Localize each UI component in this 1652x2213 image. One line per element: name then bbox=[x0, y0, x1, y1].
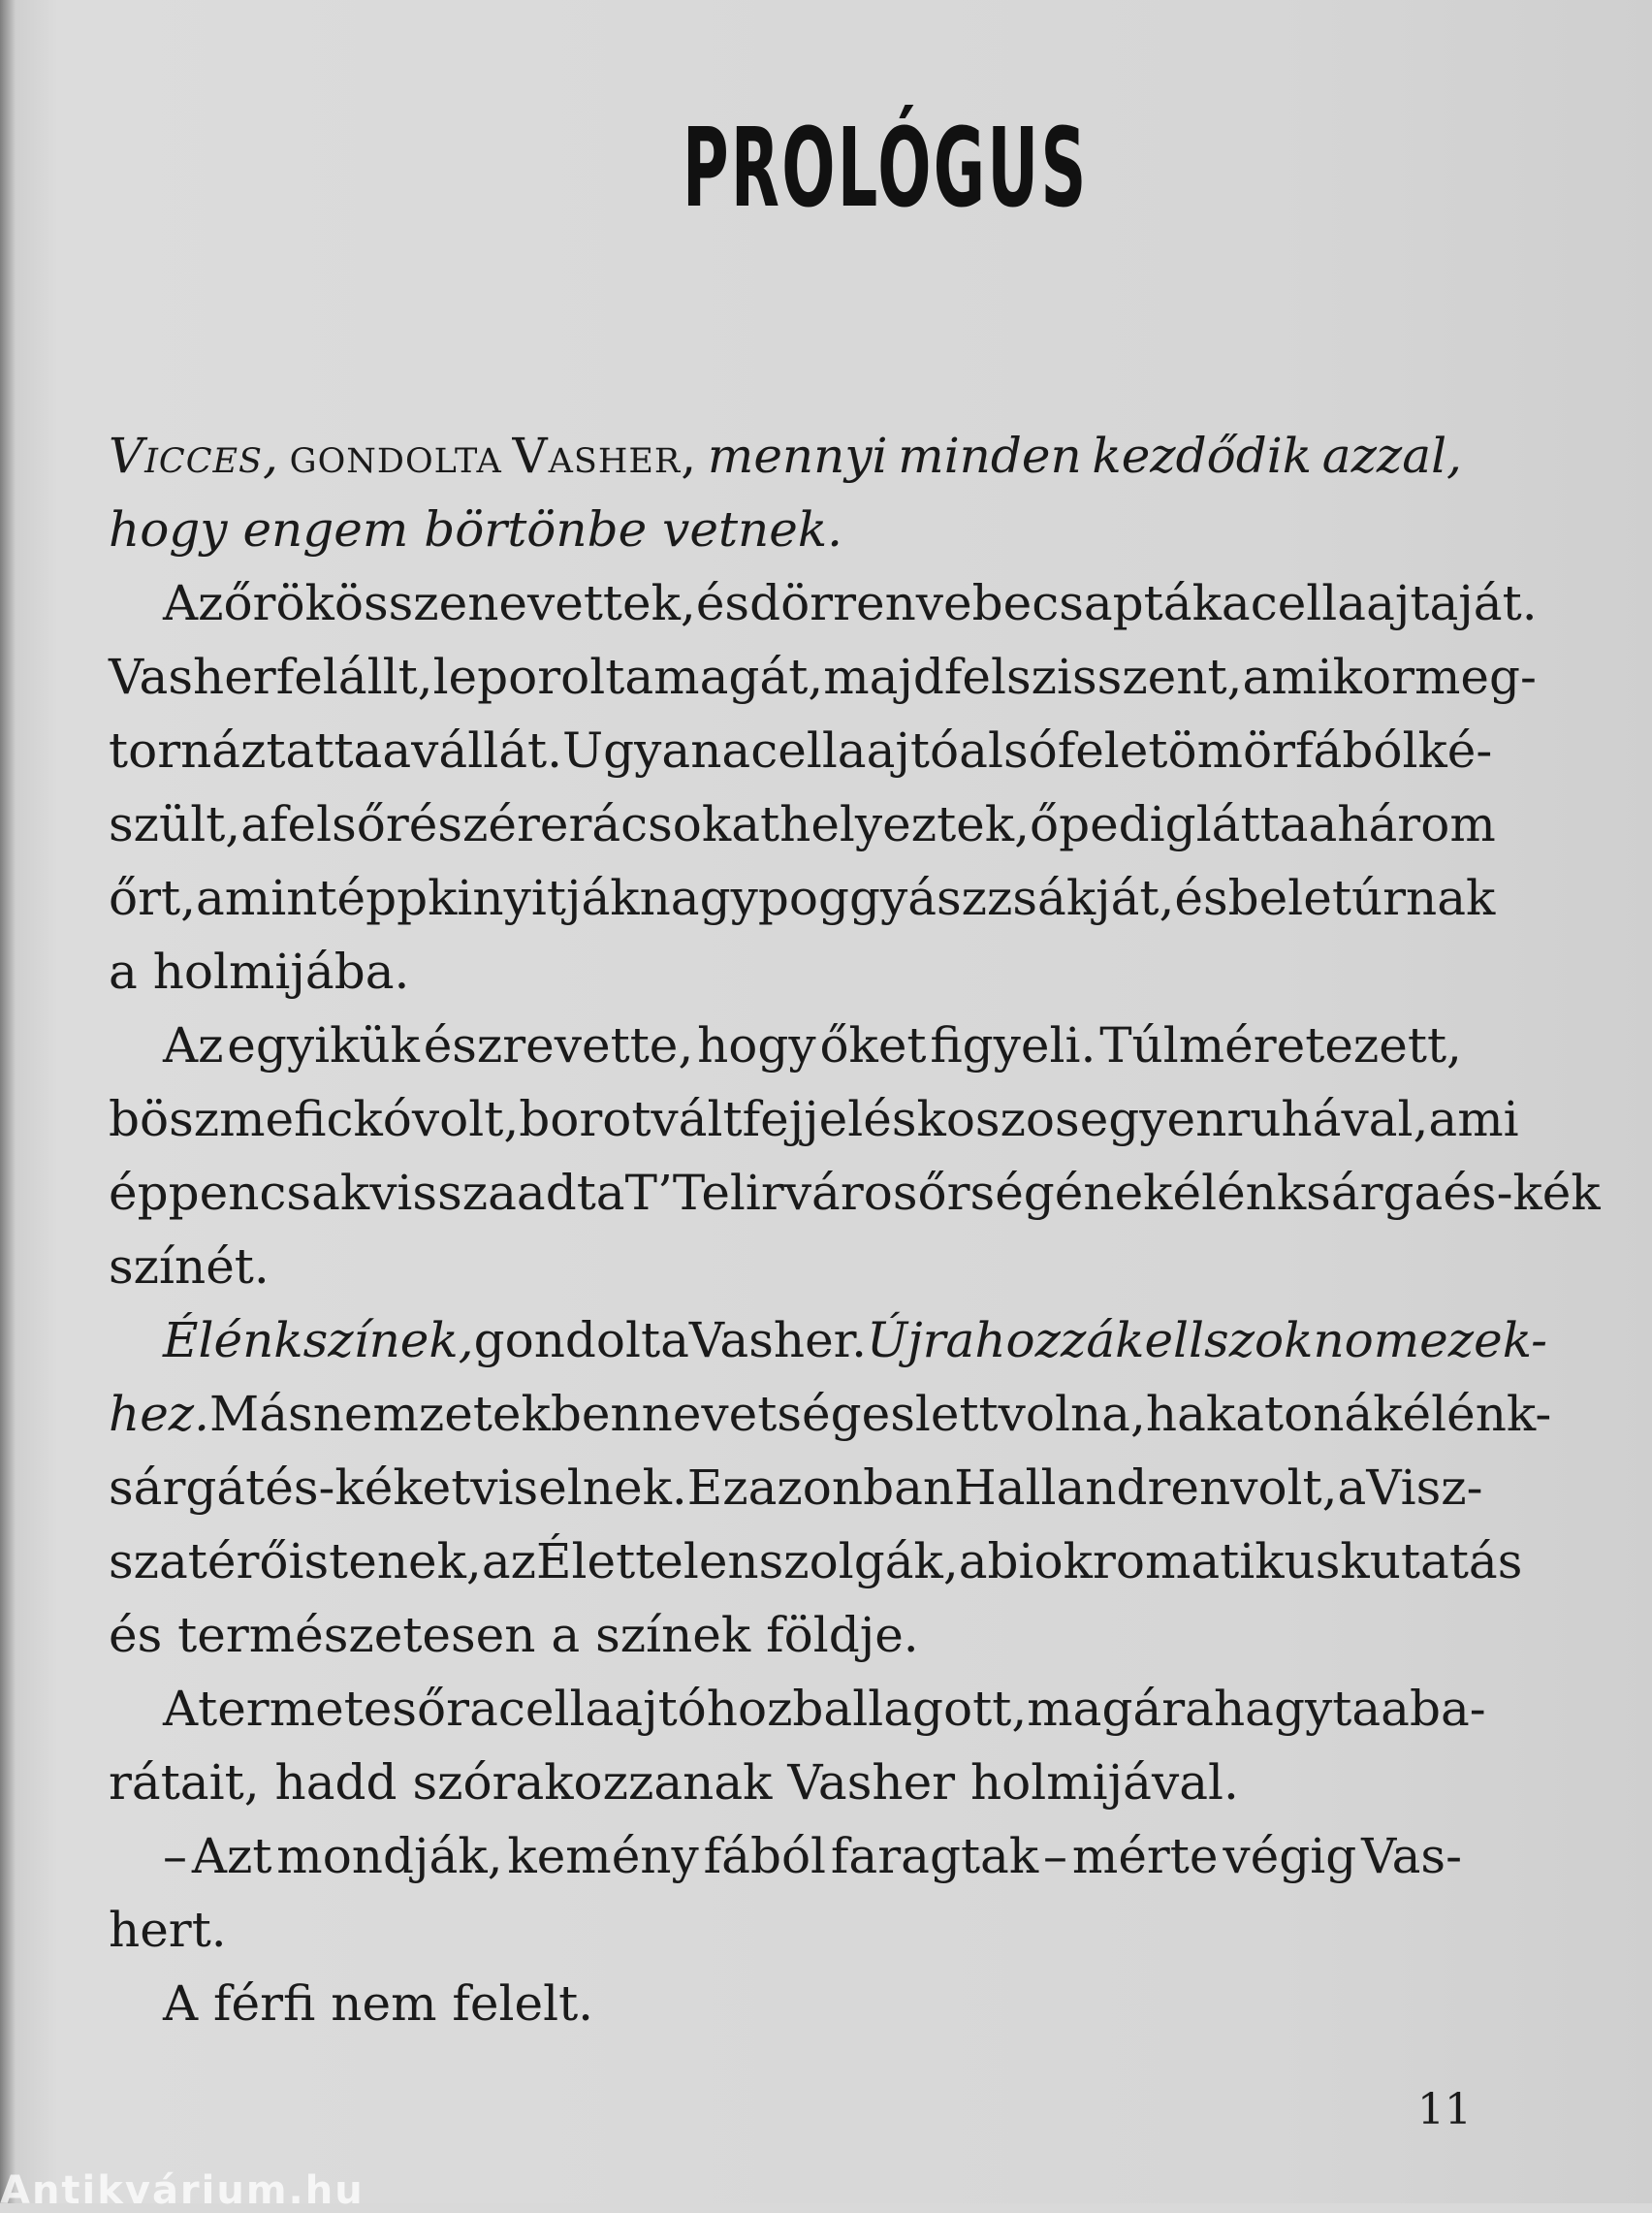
paragraph bbox=[109, 1967, 1462, 2040]
text-line bbox=[109, 1009, 1462, 1082]
paragraph bbox=[109, 419, 1462, 566]
word: és bbox=[1174, 870, 1228, 926]
word: szatérő bbox=[109, 1533, 289, 1589]
word: szoknom bbox=[1204, 1312, 1420, 1368]
text-line bbox=[109, 493, 1462, 566]
word: rátait, bbox=[109, 1754, 260, 1811]
word: kemény bbox=[507, 1828, 699, 1884]
word: azonban bbox=[747, 1459, 955, 1516]
word: koszos bbox=[916, 1091, 1080, 1147]
word: kinyitják bbox=[428, 870, 640, 926]
word: ezek- bbox=[1419, 1312, 1548, 1368]
word: termetes bbox=[198, 1681, 418, 1737]
word: tömör bbox=[1148, 722, 1296, 779]
word: volt, bbox=[411, 1091, 520, 1147]
text-line bbox=[109, 1524, 1523, 1598]
word: színek, bbox=[302, 1312, 474, 1368]
word: kutatás bbox=[1340, 1533, 1523, 1589]
word: amint bbox=[196, 870, 337, 926]
word: poggyászzsákját, bbox=[757, 870, 1175, 926]
word: Vasher bbox=[109, 649, 276, 705]
text-line bbox=[109, 1746, 1462, 1819]
text-line bbox=[109, 787, 1496, 861]
text-line bbox=[109, 1893, 1462, 1967]
word: Ez bbox=[686, 1459, 748, 1516]
word: hez. bbox=[109, 1386, 210, 1442]
word: magára bbox=[1027, 1681, 1214, 1737]
word: hadd bbox=[274, 1754, 397, 1811]
word: a bbox=[1221, 575, 1251, 631]
word: fából bbox=[1295, 722, 1418, 779]
word: Az bbox=[163, 1017, 224, 1074]
word: gondolta bbox=[289, 428, 502, 484]
word: éppen bbox=[109, 1165, 260, 1221]
word: a bbox=[1381, 1681, 1410, 1737]
paragraph bbox=[109, 1672, 1486, 1819]
word: felelt. bbox=[452, 1975, 594, 2032]
word: csak bbox=[259, 1165, 370, 1221]
text-line bbox=[109, 419, 1462, 493]
word: őrt, bbox=[109, 870, 196, 926]
word: böszme bbox=[109, 1091, 295, 1147]
word: engem bbox=[242, 501, 409, 558]
word: szórakozzanak bbox=[412, 1754, 773, 1811]
word: ba- bbox=[1409, 1681, 1486, 1737]
word: figyeli. bbox=[930, 1017, 1096, 1074]
word: őr bbox=[417, 1681, 470, 1737]
word: és bbox=[1443, 1165, 1497, 1221]
word: szült, bbox=[109, 796, 241, 852]
word: ajtaját. bbox=[1366, 575, 1538, 631]
word: a bbox=[382, 722, 412, 779]
word: gondolta bbox=[473, 1312, 689, 1368]
word: volna, bbox=[998, 1386, 1146, 1442]
word: sárgát bbox=[109, 1459, 266, 1516]
word: ké- bbox=[1417, 722, 1493, 779]
word: a bbox=[1308, 796, 1338, 852]
text-line bbox=[109, 714, 1493, 787]
word: a bbox=[1337, 1459, 1367, 1516]
watermark: Antikvárium.hu bbox=[0, 2168, 365, 2213]
word: nevetséges bbox=[641, 1386, 915, 1442]
word: vetnek. bbox=[662, 501, 843, 558]
paragraph bbox=[109, 566, 1538, 1009]
word: színek bbox=[595, 1607, 751, 1663]
word: a bbox=[240, 796, 270, 852]
word: holmijával. bbox=[969, 1754, 1239, 1811]
word: ő bbox=[1029, 796, 1060, 852]
word: a bbox=[109, 944, 138, 1000]
word: összenevettek, bbox=[334, 575, 696, 631]
word: férfi bbox=[213, 1975, 316, 2032]
word: Élettelen bbox=[535, 1533, 759, 1589]
word: Vasher. bbox=[688, 1312, 867, 1368]
word: hogy bbox=[697, 1017, 816, 1074]
word: és bbox=[695, 575, 750, 631]
word: felszisszent, bbox=[943, 649, 1243, 705]
word: fából bbox=[703, 1828, 827, 1884]
word: látta bbox=[1195, 796, 1309, 852]
word: egyenruhával, bbox=[1079, 1091, 1429, 1147]
word: Más bbox=[209, 1386, 313, 1442]
word: dörrenve bbox=[749, 575, 972, 631]
text-line bbox=[109, 1303, 1548, 1377]
word: az bbox=[481, 1533, 536, 1589]
word: a bbox=[469, 1681, 498, 1737]
text-line bbox=[109, 1819, 1462, 1893]
word: fele bbox=[1057, 722, 1149, 779]
word: élénk- bbox=[1402, 1386, 1552, 1442]
word: amikor bbox=[1242, 649, 1414, 705]
word: a bbox=[721, 722, 751, 779]
word: Ugyan bbox=[562, 722, 722, 779]
word: helyeztek, bbox=[779, 796, 1030, 852]
word: alsó bbox=[959, 722, 1058, 779]
word: egyikük bbox=[227, 1017, 420, 1074]
word: városőrségének bbox=[783, 1165, 1173, 1221]
word: fickó bbox=[294, 1091, 412, 1147]
word: és bbox=[109, 1607, 163, 1663]
word: élénksárga bbox=[1172, 1165, 1444, 1221]
word: ami bbox=[1428, 1091, 1519, 1147]
word: hozzá bbox=[974, 1312, 1116, 1368]
paragraph bbox=[109, 1819, 1462, 1967]
word: leporolta bbox=[432, 649, 654, 705]
word: biokromatikus bbox=[987, 1533, 1341, 1589]
text-line bbox=[109, 1082, 1519, 1156]
word: hagyta bbox=[1213, 1681, 1382, 1737]
word: majd bbox=[823, 649, 944, 705]
word: mérte bbox=[1071, 1828, 1219, 1884]
word: rácsokat bbox=[568, 796, 780, 852]
page-number: 11 bbox=[1417, 2085, 1472, 2134]
paragraph bbox=[109, 1009, 1601, 1303]
text-line bbox=[109, 1156, 1601, 1230]
word: -kéket bbox=[318, 1459, 471, 1516]
paragraph bbox=[109, 1303, 1552, 1672]
word: cellaajtóhoz bbox=[497, 1681, 793, 1737]
word: a bbox=[551, 1607, 581, 1663]
word: Vasher bbox=[787, 1754, 956, 1811]
word: istenek, bbox=[288, 1533, 482, 1589]
word: borotvált bbox=[519, 1091, 743, 1147]
word: becsapták bbox=[971, 575, 1222, 631]
word: mennyi bbox=[707, 428, 888, 484]
word: őket bbox=[819, 1017, 927, 1074]
word: – bbox=[1043, 1828, 1068, 1884]
word: őrök bbox=[223, 575, 334, 631]
word: vállát. bbox=[411, 722, 563, 779]
word: A bbox=[163, 1681, 199, 1737]
word: börtönbe bbox=[424, 501, 648, 558]
word: Újra bbox=[867, 1312, 975, 1368]
word: ballagott, bbox=[792, 1681, 1028, 1737]
word: faragtak bbox=[830, 1828, 1039, 1884]
word: nemzetekben bbox=[312, 1386, 642, 1442]
word: földje. bbox=[766, 1607, 919, 1663]
word: beletúrnak bbox=[1227, 870, 1496, 926]
word: szolgák, bbox=[758, 1533, 959, 1589]
word: tornáztatta bbox=[109, 722, 383, 779]
text-line bbox=[109, 1451, 1483, 1524]
text-line bbox=[109, 640, 1537, 714]
word: felső bbox=[270, 796, 386, 852]
word: épp bbox=[336, 870, 429, 926]
word: T’Telir bbox=[624, 1165, 784, 1221]
word: Élénk bbox=[163, 1312, 303, 1368]
word: Azt bbox=[191, 1828, 272, 1884]
text-line bbox=[109, 1672, 1486, 1746]
word: Vicces, bbox=[109, 428, 279, 484]
word: a bbox=[958, 1533, 988, 1589]
word: viselnek. bbox=[470, 1459, 687, 1516]
word: és bbox=[863, 1091, 917, 1147]
word: mondják, bbox=[276, 1828, 503, 1884]
word: végig bbox=[1223, 1828, 1357, 1884]
word: cella bbox=[1250, 575, 1367, 631]
word: Vas- bbox=[1361, 1828, 1462, 1884]
word: katonák bbox=[1205, 1386, 1403, 1442]
word: meg- bbox=[1414, 649, 1537, 705]
word: A bbox=[163, 1975, 199, 2032]
word: felállt, bbox=[275, 649, 433, 705]
chapter-body bbox=[109, 419, 1601, 2040]
text-line bbox=[109, 566, 1538, 640]
word: Túlméretezett, bbox=[1099, 1017, 1462, 1074]
text-line bbox=[109, 1967, 1462, 2040]
word: Visz- bbox=[1366, 1459, 1483, 1516]
word: fejjel bbox=[742, 1091, 864, 1147]
word: három bbox=[1337, 796, 1496, 852]
word: minden bbox=[898, 428, 1082, 484]
word: volt, bbox=[1230, 1459, 1338, 1516]
word: kezdődik bbox=[1092, 428, 1313, 484]
word: holmijába. bbox=[152, 944, 410, 1000]
word: visszaadta bbox=[369, 1165, 625, 1221]
word: pedig bbox=[1059, 796, 1196, 852]
text-line bbox=[109, 1230, 1462, 1303]
word: azzal, bbox=[1321, 428, 1462, 484]
word: cellaajtó bbox=[750, 722, 960, 779]
word: Hallandren bbox=[954, 1459, 1231, 1516]
word: magát, bbox=[653, 649, 824, 705]
word: hert. bbox=[109, 1902, 227, 1958]
word: ha bbox=[1145, 1386, 1206, 1442]
text-line bbox=[109, 861, 1496, 935]
word: nagy bbox=[639, 870, 758, 926]
chapter-title: PROLÓGUS bbox=[683, 106, 1089, 232]
word: lett bbox=[914, 1386, 999, 1442]
word: nem bbox=[331, 1975, 437, 2032]
word: Az bbox=[163, 575, 224, 631]
word: észrevette, bbox=[423, 1017, 694, 1074]
word: -kék bbox=[1496, 1165, 1601, 1221]
text-line bbox=[109, 1377, 1552, 1451]
word: kell bbox=[1115, 1312, 1205, 1368]
word: hogy bbox=[109, 501, 228, 558]
word: – bbox=[163, 1828, 187, 1884]
word: természetesen bbox=[177, 1607, 536, 1663]
word: és bbox=[265, 1459, 319, 1516]
text-line bbox=[109, 1598, 1462, 1672]
text-line bbox=[109, 935, 1462, 1009]
word: színét. bbox=[109, 1238, 270, 1295]
word: Vasher, bbox=[512, 428, 698, 484]
word: részére bbox=[385, 796, 569, 852]
